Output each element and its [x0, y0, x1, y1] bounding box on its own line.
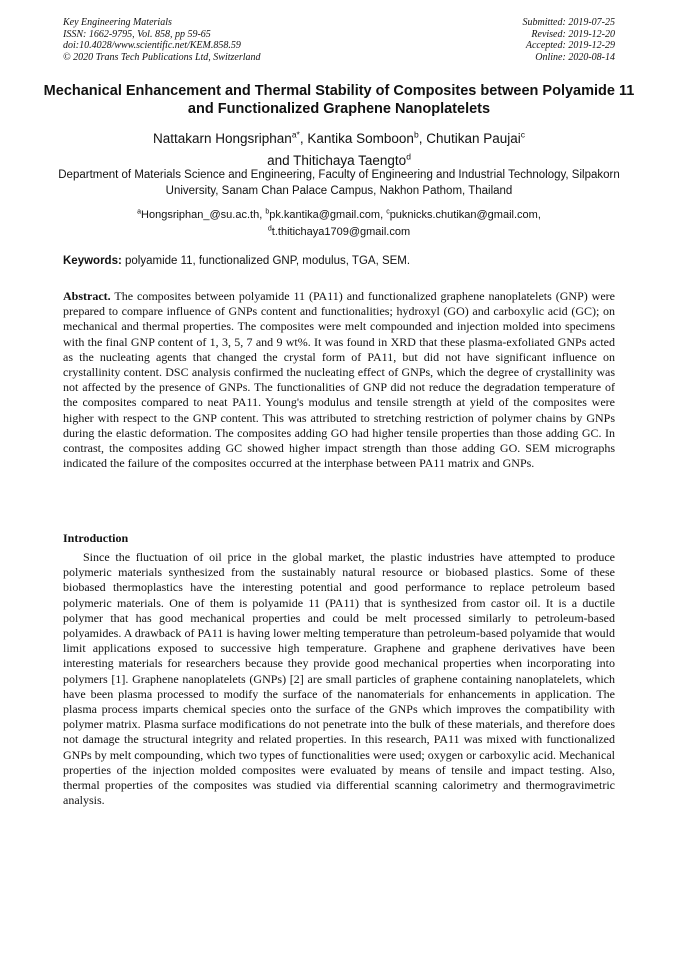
author: Nattakarn Hongsriphan$^{a*}$,	[152, 129, 308, 146]
date-submitted: Submitted: 2019-07-25	[522, 17, 615, 28]
keywords-text: polyamide 11, functionalized GNP, modulus, TGA, SEM.	[121, 255, 411, 267]
introduction-paragraph: Since the fluctuation of oil price in the global market, the plastic industries have attempted to produce polymeric materials synthesized from the sustainably natural resource or biobased plastics. Some of these biobased thermoplastics have the interesting potential and good performance to replace petroleum based polymeric materials. One of them is polyamide 11 (PA11) that is synthesized from castor oil. It is a ductile polymer that has good mechanical properties and could be melt processed similarly to petroleum-based polyamides. A drawback of PA11 is having lower melting temperature than petroleum-based polyamide that would limit applications exposed to successive high temperature. Graphene and graphene derivatives have been interesting materials for researchers because they provide good mechanical properties when incorporating into polymers [1]. Graphene nanoplatelets (GNPs) [2] are small particles of graphene containing nanoplatelets, which have been plasma processed to modify the surface of the nanomaterials for enhancements in application. The plasma process imparts chemical species onto the surface of the GNPs which improves the compatibility with polymer matrix. Plasma surface modifications do not penetrate into the bulk of these materials, and therefore does not damage the structural integrity and related properties. In this research, PA11 was mixed with functionalized GNPs by melt compounding, which two types of functionalities were used; oxygen or carboxylic acid. Mechanical properties of the injection molded composites were evaluated by means of tensile and impact testing. Also, thermal properties of the composites was studied via differential scanning calorimetry and thermogravimetric analysis.	[63, 550, 615, 808]
email[interactable]: $^b$pk.kantika@gmail.com,	[265, 208, 387, 221]
section-heading-introduction: Introduction	[63, 531, 129, 545]
email[interactable]: $^c$puknicks.chutikan@gmail.com,	[386, 208, 541, 221]
journal-issn: ISSN: 1662-9795, Vol. 858, pp 59-65	[63, 28, 211, 40]
journal-copyright: © 2020 Trans Tech Publications Ltd, Switzerland	[63, 51, 261, 63]
keywords	[63, 254, 623, 269]
date-online: Online: 2020-08-14	[535, 51, 615, 63]
journal-doi[interactable]: doi:10.4028/www.scientific.net/KEM.858.59	[63, 40, 241, 51]
publication-dates	[523, 17, 616, 63]
date-accepted: Accepted: 2019-12-29	[525, 40, 615, 51]
author-list	[40, 125, 638, 170]
date-revised: Revised: 2019-12-20	[531, 28, 615, 40]
author: Kantika Somboon$^b$,	[307, 129, 427, 146]
journal-info	[63, 17, 261, 63]
author: Chutikan Paujai$^c$	[426, 129, 526, 146]
paper-title: Mechanical Enhancement and Thermal Stability of Composites between Polyamide 11 and Functionalized Graphene Nanoplatelets	[43, 83, 635, 117]
email[interactable]: $^a$Hongsriphan_@su.ac.th,	[137, 208, 266, 221]
abstract-text: The composites between polyamide 11 (PA11) and functionalized graphene nanoplatelets (GNP) were prepared to compare influence of GNPs content and functionalities; hydroxyl (GO) and carboxylic acid (GC); on mechanical and thermal properties. The composites were melt compounded and injection molded into specimens with the final GNP content of 1, 3, 5, 7 and 9 wt%. It was found in XRD that these plasma-exfoliated GNPs acted as the nucleating agents that changed the crystal form of PA11, but did not have significant influence on crystallinity content. DSC analysis confirmed the nucleating effect of GNPs, which the degree of crystallinity was not affected by the presence of GNPs. The functionalities of GNP did not reduce the degradation temperature of the composites compared to neat PA11. Young's modulus and tensile strength at yield of the composites were higher with respect to the GNP content. This was attributed to stretching restriction of polymer chains by GNPs during the elastic deformation. The composites adding GO had higher tensile properties than those adding GC. In contrast, the composites adding GC showed higher impact strength than those adding GO. SEM micrographs indicated the failure of the composites occurred at the interphase between PA11 matrix and GNPs.	[63, 289, 615, 471]
author: and Thitichaya Taengto$^d$	[267, 151, 411, 168]
affiliation: Department of Materials Science and Engineering, Faculty of Engineering and Industrial Technology, Silpakorn University, Sanam Chan Palace Campus, Nakhon Pathom, Thailand	[58, 169, 620, 197]
journal-name: Key Engineering Materials	[63, 17, 172, 28]
keywords-label: Keywords:	[63, 255, 122, 267]
abstract-label: Abstract.	[63, 289, 111, 303]
email[interactable]: $^d$t.thitichaya1709@gmail.com	[267, 225, 411, 238]
abstract	[63, 289, 615, 471]
email-list	[40, 205, 638, 239]
